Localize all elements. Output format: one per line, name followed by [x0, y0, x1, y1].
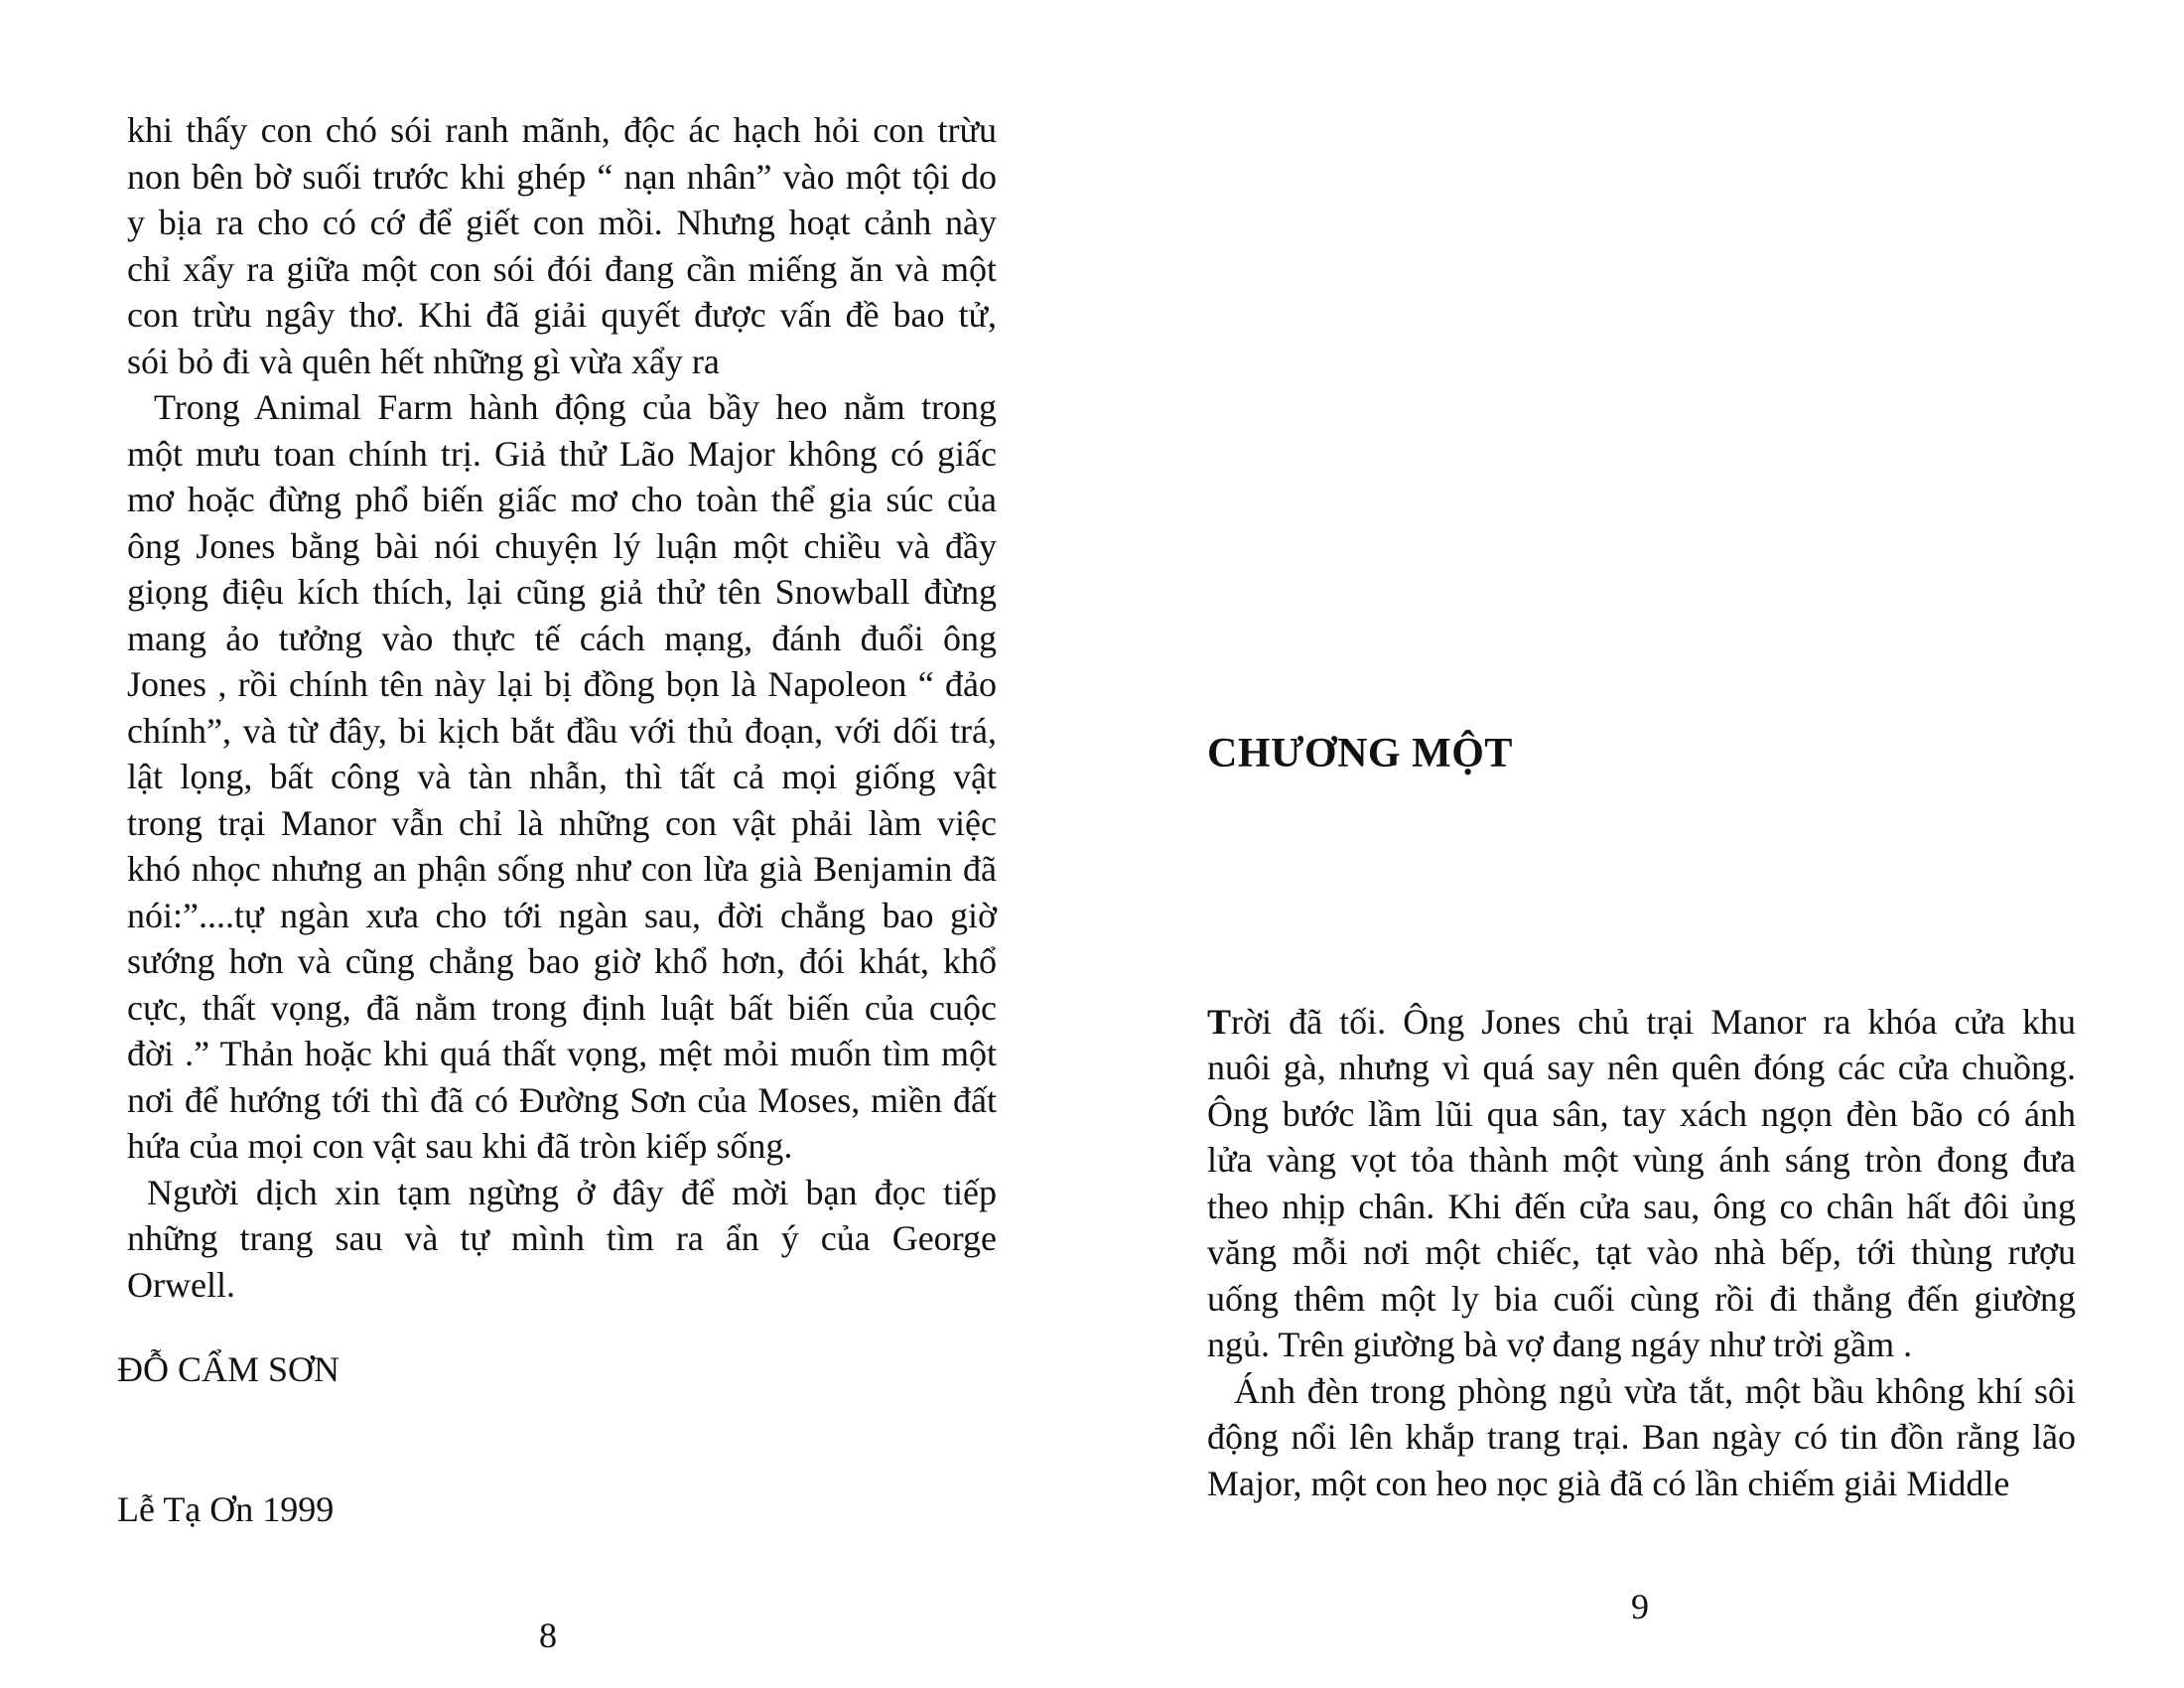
- text-line: mơ hoặc đừng phổ biến giấc mơ cho toàn thể gia súc của: [127, 480, 997, 519]
- text-line: [1207, 999, 2076, 1045]
- text-line: hứa của mọi con vật sau khi đã tròn kiếp sống.: [127, 1126, 793, 1166]
- text-line: nói:”....tự ngàn xưa cho tới ngàn sau, đời chẳng bao giờ: [127, 896, 997, 935]
- text-line: chỉ xẩy ra giữa một con sói đói đang cần miếng ăn và một: [127, 249, 997, 289]
- text-line: Trong Animal Farm hành động của bầy heo nằm trong: [154, 387, 997, 427]
- text-line: non bên bờ suối trước khi ghép “ nạn nhân” vào một tội do: [127, 157, 997, 197]
- page-number: 8: [539, 1616, 557, 1655]
- text-line: sướng hơn và cũng chẳng bao giờ khổ hơn, đói khát, khổ: [127, 941, 997, 981]
- text-line: Người dịch xin tạm ngừng ở đây để mời bạn đọc tiếp: [147, 1173, 997, 1212]
- text-line: y bịa ra cho có cớ để giết con mồi. Nhưng hoạt cảnh này: [127, 203, 997, 242]
- text-line: những trang sau và tự mình tìm ra ẩn ý của George: [127, 1218, 997, 1258]
- text-line: Ông bước lầm lũi qua sân, tay xách ngọn đèn bão có ánh: [1207, 1094, 2076, 1134]
- page-number: 9: [1631, 1587, 1649, 1626]
- place-date: Lễ Tạ Ơn 1999: [117, 1489, 335, 1529]
- text-line: lật lọng, bất công và tàn nhẫn, thì tất cả mọi giống vật: [127, 757, 997, 796]
- right-page: [1092, 0, 2184, 1688]
- text-line: cực, thất vọng, đã nằm trong định luật bất biến của cuộc: [127, 988, 997, 1028]
- text-line: một mưu toan chính trị. Giả thử Lão Major không có giấc: [127, 434, 997, 474]
- text-line: chính”, và từ đây, bi kịch bắt đầu với thủ đoạn, với dối trá,: [127, 711, 997, 751]
- text-line: nơi để hướng tới thì đã có Đường Sơn của Moses, miền đất: [127, 1080, 997, 1120]
- text-line: văng mỗi nơi một chiếc, tạt vào nhà bếp, tới thùng rượu: [1207, 1232, 2076, 1272]
- text-line: nuôi gà, nhưng vì quá say nên quên đóng các cửa chuồng.: [1207, 1048, 2076, 1087]
- text-line: mang ảo tưởng vào thực tế cách mạng, đánh đuổi ông: [127, 619, 997, 658]
- text-line: Major, một con heo nọc già đã có lần chiếm giải Middle: [1207, 1464, 2010, 1503]
- text-line: động nổi lên khắp trang trại. Ban ngày có tin đồn rằng lão: [1207, 1417, 2076, 1457]
- chapter-title: CHƯƠNG MỘT: [1207, 731, 1513, 776]
- text-line: khó nhọc nhưng an phận sống như con lừa già Benjamin đã: [127, 849, 997, 889]
- translator-name: ĐỖ CẨM SƠN: [117, 1349, 341, 1389]
- text-line: con trừu ngây thơ. Khi đã giải quyết được vấn đề bao tử,: [127, 295, 997, 335]
- text-line: ông Jones bằng bài nói chuyện lý luận một chiều và đầy: [127, 526, 997, 566]
- text-line: giọng điệu kích thích, lại cũng giả thử tên Snowball đừng: [127, 572, 997, 612]
- text-line: Ánh đèn trong phòng ngủ vừa tắt, một bầu không khí sôi: [1234, 1371, 2076, 1411]
- drop-cap: T: [1207, 1002, 1232, 1042]
- text-line: Orwell.: [127, 1265, 235, 1305]
- text-line: theo nhịp chân. Khi đến cửa sau, ông co chân hất đôi ủng: [1207, 1187, 2076, 1226]
- first-line-text: rời đã tối. Ông Jones chủ trại Manor ra khóa cửa khu: [1231, 1002, 2076, 1042]
- text-line: uống thêm một ly bia cuối cùng rồi đi thẳng đến giường: [1207, 1279, 2076, 1319]
- text-line: Jones , rồi chính tên này lại bị đồng bọn là Napoleon “ đảo: [127, 664, 997, 704]
- text-line: sói bỏ đi và quên hết những gì vừa xẩy ra: [127, 342, 720, 381]
- text-line: đời .” Thản hoặc khi quá thất vọng, mệt mỏi muốn tìm một: [127, 1034, 997, 1073]
- text-line: khi thấy con chó sói ranh mãnh, độc ác hạch hỏi con trừu: [127, 110, 997, 150]
- text-line: trong trại Manor vẫn chỉ là những con vật phải làm việc: [127, 803, 997, 843]
- text-line: lửa vàng vọt tỏa thành một vùng ánh sáng tròn đong đưa: [1207, 1140, 2076, 1180]
- text-line: ngủ. Trên giường bà vợ đang ngáy như trời gầm .: [1207, 1325, 1913, 1364]
